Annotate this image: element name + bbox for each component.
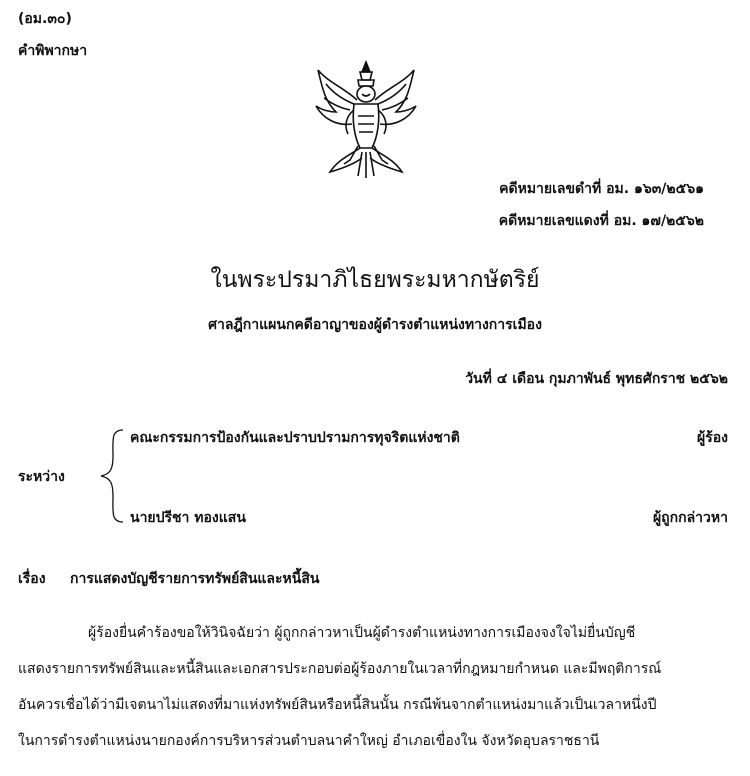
red-case-number: คดีหมายเลขแดงที่ อม. ๑๗/๒๕๖๒ (498, 213, 704, 229)
document-type: คำพิพากษา (18, 43, 88, 59)
plaintiff-role: ผู้ร้อง (697, 430, 728, 446)
subject-label: เรื่อง (18, 571, 46, 587)
judgment-date: วันที่ ๔ เดือน กุมภาพันธ์ พุทธศักราช ๒๕๖๒ (465, 371, 728, 387)
subject-text: การแสดงบัญชีรายการทรัพย์สินและหนี้สิน (70, 571, 320, 587)
form-code: (อม.๓๐) (18, 11, 72, 27)
body-line-3: อันควรเชื่อได้ว่ามีเจตนาไม่แสดงที่มาแห่งทรัพย์สินหรือหนี้สินนั้น กรณีพ้นจากตำแหน่งมาแล้วเป็นเวลาหนึ่งปี (18, 697, 657, 713)
body-line-4: ในการดำรงตำแหน่งนายกองค์การบริหารส่วนตำบลนาคำใหญ่ อำเภอเขื่องใน จังหวัดอุบลราชธานี (18, 733, 600, 749)
court-name: ศาลฎีกาแผนกคดีอาญาของผู้ดำรงตำแหน่งทางการเมือง (208, 317, 542, 333)
royal-heading: ในพระปรมาภิไธยพระมหากษัตริย์ (210, 267, 540, 293)
defendant-name: นายปรีชา ทองแสน (130, 510, 246, 526)
garuda-emblem-icon (314, 60, 418, 178)
defendant-role: ผู้ถูกกล่าวหา (652, 510, 728, 526)
between-label: ระหว่าง (18, 469, 65, 485)
body-line-2: แสดงรายการทรัพย์สินและหนี้สินและเอกสารประกอบต่อผู้ร้องภายในเวลาที่กฎหมายกำหนด และมีพฤติการณ์ (18, 661, 662, 677)
plaintiff-name: คณะกรรมการป้องกันและปราบปรามการทุจริตแห่งชาติ (130, 430, 460, 446)
party-brace (97, 426, 127, 526)
black-case-number: คดีหมายเลขดำที่ อม. ๑๖๓/๒๕๖๑ (499, 181, 704, 197)
body-line-1: ผู้ร้องยื่นคำร้องขอให้วินิจฉัยว่า ผู้ถูกกล่าวหาเป็นผู้ดำรงตำแหน่งทางการเมืองจงใจไม่ยื่นบัญชี (88, 625, 636, 641)
